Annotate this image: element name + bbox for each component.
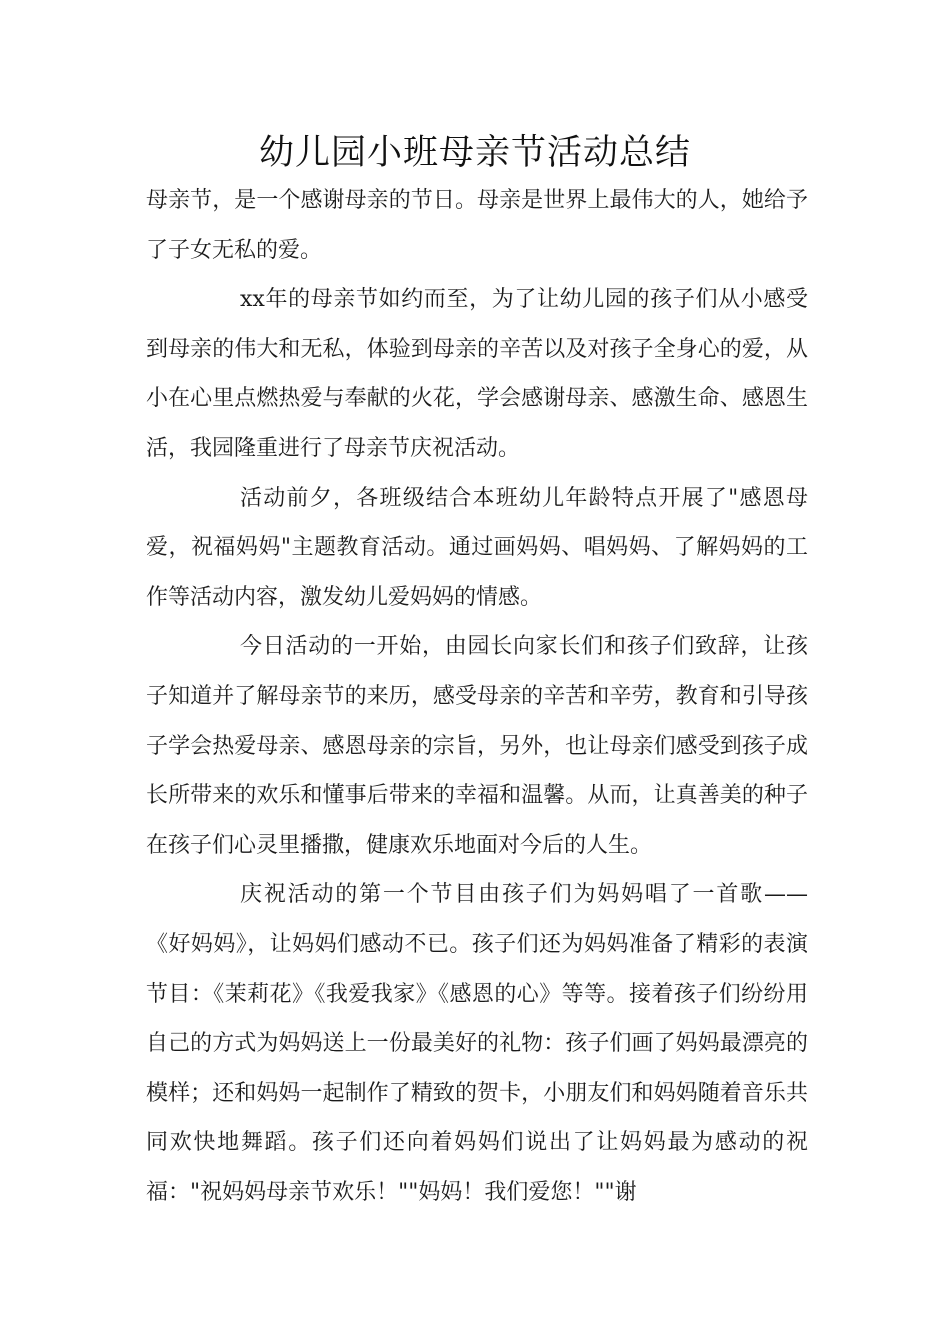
paragraph-purpose: xx年的母亲节如约而至，为了让幼儿园的孩子们从小感受到母亲的伟大和无私，体验到母亲的辛苦以及对孩子全身心的爱，从小在心里点燃热爱与奉献的火花，学会感谢母亲、感激生命、感恩生活，我园隆重进行了母亲节庆祝活动。	[146, 287, 808, 461]
paragraph-intro: 母亲节，是一个感谢母亲的节日。母亲是世界上最伟大的人，她给予了子女无私的爱。	[146, 188, 808, 263]
paragraph-preparation: 活动前夕，各班级结合本班幼儿年龄特点开展了"感恩母爱，祝福妈妈"主题教育活动。通过画妈妈、唱妈妈、了解妈妈的工作等活动内容，激发幼儿爱妈妈的情感。	[146, 485, 808, 610]
paragraph-opening: 今日活动的一开始，由园长向家长们和孩子们致辞，让孩子知道并了解母亲节的来历，感受母亲的辛苦和辛劳，教育和引导孩子学会热爱母亲、感恩母亲的宗旨，另外，也让母亲们感受到孩子成长所带来的欢乐和懂事后带来的幸福和温馨。从而，让真善美的种子在孩子们心灵里播撒，健康欢乐地面对今后的人生。	[146, 634, 808, 858]
document-body	[146, 176, 808, 1217]
paragraph-program: 庆祝活动的第一个节目由孩子们为妈妈唱了一首歌——《好妈妈》，让妈妈们感动不已。孩子们还为妈妈准备了精彩的表演节目：《茉莉花》《我爱我家》《感恩的心》等等。接着孩子们纷纷用自己的方式为妈妈送上一份最美好的礼物：孩子们画了妈妈最漂亮的模样；还和妈妈一起制作了精致的贺卡，小朋友们和妈妈随着音乐共同欢快地舞蹈。孩子们还向着妈妈们说出了让妈妈最为感动的祝福："祝妈妈母亲节欢乐！""妈妈！我们爱您！""谢	[146, 882, 808, 1205]
document-title: 幼儿园小班母亲节活动总结	[258, 133, 691, 173]
